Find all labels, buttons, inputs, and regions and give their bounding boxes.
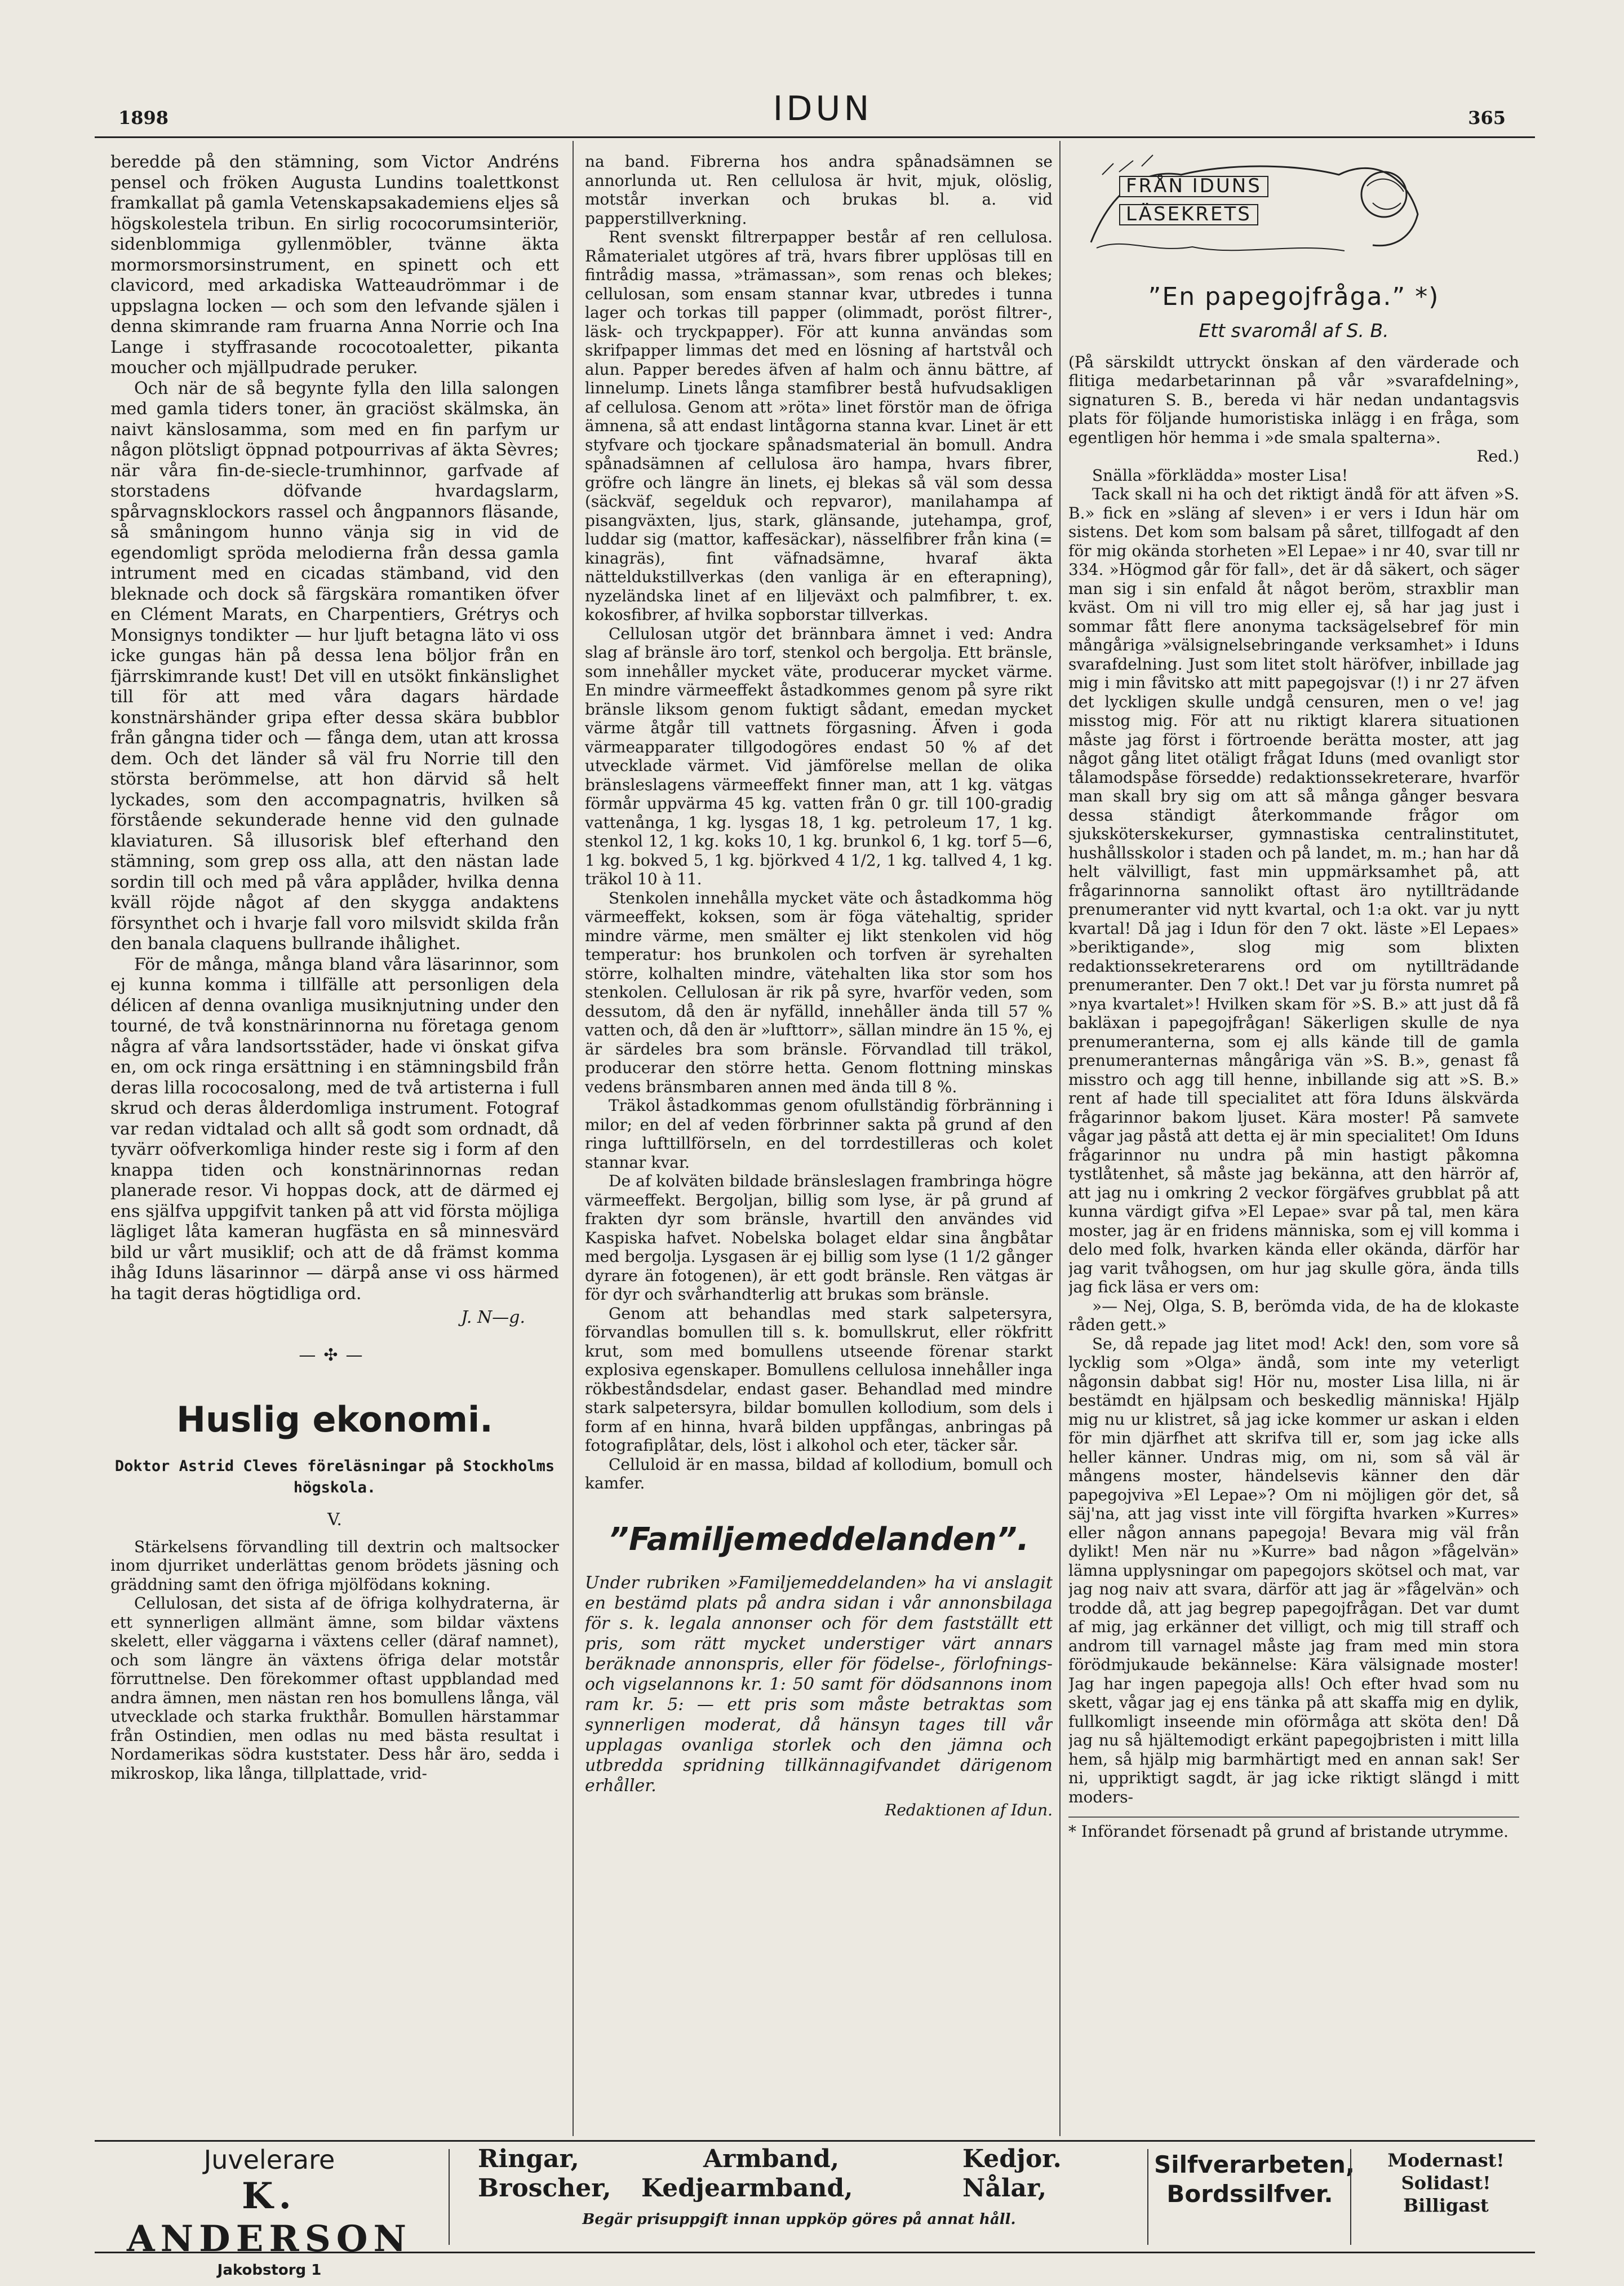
ad-item: Armband, bbox=[703, 2145, 840, 2173]
header-rule bbox=[95, 136, 1535, 138]
section-heading: Huslig ekonomi. bbox=[176, 1399, 493, 1440]
footnote: * Införandet försenadt på grund af bristande utrymme. bbox=[1068, 1817, 1519, 1841]
paragraph: Celluloid är en massa, bildad af kollodium, bomull och kamfer. bbox=[585, 1455, 1053, 1492]
ad-jeweller bbox=[95, 2145, 444, 2279]
banner-line-1: FRÅN IDUNS bbox=[1119, 176, 1268, 197]
lasekrets-banner bbox=[1080, 152, 1429, 265]
column-divider-2 bbox=[1059, 141, 1061, 2136]
ad-item: Ringar, bbox=[478, 2145, 579, 2173]
ad-silver-line-2: Bordssilfver. bbox=[1166, 2180, 1333, 2208]
ad-slogan-3: Billigast bbox=[1403, 2195, 1489, 2216]
verse-quote: »— Nej, Olga, S. B, berömda vida, de ha de klokaste råden gett.» bbox=[1068, 1296, 1519, 1334]
paragraph: Träkol åstadkommas genom ofullständig förbränning i milor; en del af veden förbrinner sakta på grund af den ringa lufttillförseln, en del torrdestilleras och kolet stannar kvar. bbox=[585, 1096, 1053, 1172]
advert-bottom-rule bbox=[95, 2252, 1535, 2253]
notice-text: Under rubriken »Familjemeddelanden» ha vi anslagit en bestämd plats på andra sidan i vår annonsbilaga för s. k. legala annonser och för dem fastställt ett pris, som rätt mycket understiger värt annars beräknade annonspris, eller för födelse-, förlofnings- och vigselannons kr. 1: 50 samt för dödsannons inom ram kr. 5: — ett pris som måste betraktas som synnerligen moderat, då hänsyn tages till vår upplagas ovanliga storlek och den jämna och utbredda spridning tillkännagifvandet därigenom erhåller. bbox=[585, 1572, 1053, 1796]
paragraph: na band. Fibrerna hos andra spånadsämnen se annorlunda ut. Ren cellulosa är hvit, mjuk, olöslig, motstår inverkan och brukas bl. a. vid papperstillverkning. bbox=[585, 152, 1053, 228]
article-title: ”En papegojfråga.” *) bbox=[1148, 282, 1440, 311]
ad-divider bbox=[1147, 2149, 1148, 2245]
paragraph: Se, då repade jag litet mod! Ack! den, som vore så lycklig som »Olga» ändå, som inte my veterligt någonsin dabbat sig! Hör nu, moster Lisa lilla, ni är bestämdt en hjälpsam och beskedlig människa! Hjälp mig nu ur klistret, så jag icke kommer ur askan i elden för min djärfhet att skrifva till er, som jag icke alls heller känner. Undras mig, om ni, som så väl är mångens moster, händelsevis känner den där papegojviva »El Lepae»? Om ni möjligen gör det, så säj'na, att jag visst inte vill förgifta hvarken »Kurres» eller någon annans papegoja! Bevara mig väl från dylikt! Men när nu »Kurre» bad någon »fågelvän» lämna upplysningar om papegojors skötsel och mat, var jag nog naiv att svara, därför att jag är »fågelvän» och trodde då, att jag begrep papegojfrågan. Det var dumt af mig, jag erkänner det villigt, och mig till straff och androm till varnagel måste jag fram med min stora förödmjukaude bekännelse: Kära välsignade moster! Jag har ingen papegoja alls! Och efter hvad som nu skett, vågar jag ej ens tänka på att skaffa mig en dylik, fullkomligt inseende min oförmåga att sköta den! Då jag nu så hjältemodigt erkänt papegojbristen i mitt lilla hem, så hjälp mig barmhärtigt med en annan sak! Ser ni, uppriktigt sagdt, är jag icke riktigt slängd i mitt moders- bbox=[1068, 1334, 1519, 1806]
ad-item: Kedjearmband, bbox=[641, 2174, 853, 2203]
paragraph: beredde på den stämning, som Victor Andréns pensel och fröken Augusta Lundins toalettkonst framkallat på gamla Vetenskapsakademiens eljes så högskolestela tribun. En sirlig rococorumsinteriör, sidenblommiga gyllenmöbler, tvänne äkta mormorsmorsinstrument, en spinett och ett clavicord, med arkadiska Watteaudrömmar i de uppslagna locken — och som den lefvande själen i denna skimrande ram fruarna Anna Norrie och Ina Lange i styffrasande rococotoaletter, pikanta moucher och mjällpudrade peruker. bbox=[110, 152, 559, 378]
advertisement-strip bbox=[95, 2145, 1535, 2279]
ad-item: Nålar, bbox=[962, 2174, 1047, 2203]
section-subheading: Doktor Astrid Cleves föreläsningar på Stockholms högskola. bbox=[114, 1457, 555, 1496]
paragraph: Och när de så begynte fylla den lilla salongen med gamla tiders toner, än graciöst skälmska, än naivt känslosamma, som med en fin parfym ur någon plötsligt öppnad potpourrivas af äkta Sèvres; när våra fin-de-siecle-trumhinnor, garfvade af storstadens döfvande hvardagslarm, spårvagnsklockors rassel och ångpannors fläsande, så småningom hunno vänja sig in vid de egendomligt spröda melodierna från dessa gamla intrument med en cicadas stämband, vid den bleknade och dock så färgskära romantiken öfver en Clément Marats, en Charpentiers, Grétrys och Monsignys tondikter — hur ljuft betagna läto vi oss icke gungas hän på dessa lena böljor från en fjärrskimrande kust! Det vill en utsökt finkänslighet till för att med våra dagars härdade konstnärshänder gripa efter dessa skära bubblor från gångna tider och — fånga dem, utan att krossa dem. Och det länder så väl fru Norrie till den största berömmelse, att hon därvid så helt lyckades, som den accompagnatris, hvilken så förstående sekunderade henne vid den gulnade klaviaturen. Så illusorisk blef efterhand den stämning, som grep oss alla, att den nästan lade sordin till och med på våra applåder, hvilka denna kväll röjde något af den skygga andaktens försynthet och i hvarje fall voro milsvidt skilda från den banala claquens bullrande ihålighet. bbox=[110, 378, 559, 954]
notice-heading: ”Familjemeddelanden”. bbox=[608, 1521, 1030, 1558]
notice-signature: Redaktionen af Idun. bbox=[885, 1800, 1053, 1819]
section-number: V. bbox=[327, 1510, 342, 1530]
ad-jeweller-name: K. ANDERSON bbox=[126, 2175, 412, 2260]
ad-products-row-1 bbox=[455, 2145, 1143, 2174]
paragraph: Genom att behandlas med stark salpetersyra, förvandlas bomullen till s. k. bomullskrut, eller rökfritt krut, som med bomullens utseende förenar starkt explosiva egenskaper. Bomullens cellulosa innehåller inga rökbeståndsdelar, endast gaser. Behandlad med mindre stark salpetersyra, bildar bomullen kollodium, som dels i form af en hinna, hvarå bilden uppfångas, anbringas på fotografiplåtar, dels, löst i alkohol och eter, täcker sår. bbox=[585, 1304, 1053, 1455]
ornament-divider: —✣— bbox=[299, 1345, 371, 1365]
ad-slogan-2: Solidast! bbox=[1401, 2172, 1491, 2194]
article-signature: J. N—g. bbox=[461, 1308, 525, 1327]
paragraph: Snälla »förklädda» moster Lisa! bbox=[1092, 466, 1348, 485]
ad-products bbox=[455, 2145, 1143, 2249]
advert-top-rule bbox=[95, 2140, 1535, 2142]
paragraph: Cellulosan, det sista af de öfriga kolhydraterna, är ett synnerligen allmänt ämne, som bildar växtens skelett, eller väggarna i växtens celler (däraf namnet), och som längre än växtens öfriga delar motstår förruttnelse. Den förekommer oftast uppblandad med andra ämnen, men nästan ren hos bomullens långa, väl utvecklade och starka frukthår. Bomullen härstammar från Ostindien, men odlas nu med bästa resultat i Nordamerikas södra kuststater. Dess hår äro, sedda i mikroskop, lika långa, tillplattade, vrid- bbox=[110, 1594, 559, 1783]
column-2 bbox=[585, 152, 1053, 2136]
paragraph: Cellulosan utgör det brännbara ämnet i ved: Andra slag af bränsle äro torf, stenkol och bergolja. Ett bränsle, som innehåller mycket väte, producerar mycket värme. En mindre värmeeffekt åstadkommes genom på syre rikt bränsle liksom genom fuktigt sådant, emedan mycket värme åtgår till vattnets förgasning. Äfven i goda värmeapparater tillgodogöres endast 50 % af det utvecklade värmet. Vid jämförelse mellan de olika bränsleslagens värmeeffekt finner man, att 1 kg. vätgas förmår uppvärma 45 kg. vatten från 0 gr. till 100-gradig vattenånga, 1 kg. lysgas 18, 1 kg. petroleum 17, 1 kg. stenkol 12, 1 kg. koks 10, 1 kg. brunkol 6, 1 kg. torf 5—6, 1 kg. bokved 5, 1 kg. björkved 4 1/2, 1 kg. tallved 4, 1 kg. träkol 10 à 11. bbox=[585, 624, 1053, 888]
paragraph: Stärkelsens förvandling till dextrin och maltsocker inom djurriket underlättas genom brödets jäsning och gräddning samt den öfriga mjölfödans kokning. bbox=[110, 1537, 559, 1594]
editor-signature: Red.) bbox=[1476, 447, 1519, 466]
editor-intro: (På särskildt uttryckt önskan af den värderade och flitiga medarbetarinnan på vår »svarafdelning», signaturen S. B., bereda vi här nedan undantagsvis plats för följande humoristiska inlägg i en fråga, som egentligen hör hemma i »de smala spalterna». bbox=[1068, 352, 1519, 447]
ad-products-row-2 bbox=[455, 2174, 1143, 2203]
ad-silver bbox=[1154, 2145, 1355, 2254]
paragraph: Tack skall ni ha och det riktigt ändå för att äfven »S. B.» fick en »släng af sleven» i er vers i Idun här om sistens. Det kom som balsam på såret, tillfogadt af den för mig okända storheten »El Lepae» i nr 40, svar till nr 334. »Högmod går för fall», det är då säkert, och säger man sig i sin enfald åt något beröm, straxblir man kväst. Om ni vill tro mig eller ej, så har jag just i sommar fått flere anonyma tacksägelsebref för min mångåriga »välsignelsebringande verksamhet» i Iduns svarafdelning. Just som litet stolt häröfver, inbillade jag mig i min fåvitsko att mitt papegojsvar (!) i nr 27 äfven det lyckligen skulle undgå censuren, men o ve! jag misstog mig. För att nu riktigt klarera situationen måste jag först i förtroende berätta moster, att jag något gång litet otäligt frågat Iduns (med ovanligt stor tålamodspåse försedde) redaktionssekreterare, hvarför man skall bry sig om att så många gånger besvara dessa ständigt återkommande frågor om sjuksköterskekurser, gymnastiska centralinstitutet, hushållsskolor i staden och på landet, m. m.; han har då helt välvilligt, fast min uppmärksamhet på, att frågarinnorna sannolikt oftast äro nytillträdande prenumeranter vid nytt kvartal, och 1:a okt. var ju nytt kvartal! Då jag i Idun för den 7 okt. läste »El Lepaes» »beriktigande», slog mig som blixten redaktionssekreterarens ord om nytillträdande prenumeranter. Den 7 okt.! Det var ju första numret på »nya kvartalet»! Hvilken skam för »S. B.» att just då få bakläxan i papegojfrågan! Säkerligen skulle de nya prenumeranterna, som ej alls kände till de gamla prenumeranternas mångåriga vän »S. B.», genast få misstro och agg till henne, inbillande sig att »S. B.» rent af hade till specialitet att föra Iduns älskvärda frågarinnor bakom ljuset. Kära moster! På samvete vågar jag påstå att detta ej är min specialitet! Om Iduns frågarinnor nu undra på min hastigt påkomna tystlåtenhet, så måste jag bekänna, att den härrör af, att jag nu i omkring 2 veckor förgäfves grubblat på att kunna värdigt gifva »El Lepae» svar på tal, men kära moster, jag är en fridens människa, som ej vill komma i delo med folk, hvarken kända eller okända, därför har jag varit tvåhogsen, om hur jag skulle göra, ända tills jag fick läsa er vers om: bbox=[1068, 485, 1519, 1296]
ad-jeweller-address: Jakobstorg 1 bbox=[217, 2262, 322, 2279]
ad-slogan-1: Modernast! bbox=[1387, 2150, 1505, 2171]
masthead-title: IDUN bbox=[773, 89, 873, 129]
column-divider-1 bbox=[573, 141, 574, 2136]
page-number: 365 bbox=[1468, 107, 1506, 129]
article-subtitle: Ett svaromål af S. B. bbox=[1199, 320, 1389, 342]
ad-products-note: Begär prisuppgift innan uppköp göres på annat håll. bbox=[582, 2211, 1016, 2228]
paragraph: De af kolväten bildade bränsleslagen frambringa högre värmeeffekt. Bergoljan, billig som lyse, är på grund af frakten dyr som bränsle, hvartill den användes vid Kaspiska hafvet. Nobelska bolaget eldar sina ångbåtar med bergolja. Lysgasen är ej billig som lyse (1 1/2 gånger dyrare än fotogenen), är ett godt bränsle. Ren vätgas är för dyr och svårhandterlig att brukas som bränsle. bbox=[585, 1172, 1053, 1304]
ad-slogans bbox=[1357, 2145, 1535, 2253]
paragraph: Stenkolen innehålla mycket väte och åstadkomma hög värmeeffekt, koksen, som är föga vätehaltig, sprider mindre värme, men smälter ej likt stenkolen vid hög temperatur: hos brunkolen och torfven är syrehalten större, kolhalten mindre, vätehalten lika stor som hos stenkolen. Cellulosan är rik på syre, hvarför veden, som dessutom, då den är nyfälld, innehåller ända till 57 % vatten och, då den är »lufttorr», sällan mindre än 15 %, ej är särdeles bra som bränsle. Förvandlad till träkol, producerar den större hetta. Genom flottning minskas vedens bränsmbaren annen med ända till 8 %. bbox=[585, 888, 1053, 1096]
ad-item: Broscher, bbox=[478, 2174, 611, 2203]
ad-divider bbox=[449, 2149, 450, 2245]
column-1 bbox=[110, 152, 559, 2136]
ad-jeweller-title: Juvelerare bbox=[203, 2145, 335, 2175]
header-year: 1898 bbox=[118, 107, 169, 129]
column-3 bbox=[1068, 152, 1519, 2136]
ad-item: Kedjor. bbox=[962, 2145, 1062, 2173]
paragraph: Rent svenskt filtrerpapper består af ren cellulosa. Råmaterialet utgöres af trä, hvars fibrer upplösas till en fintrådig massa, »trämassan», som renas och blekes; cellulosan, som ensam stannar kvar, utbredes i tunna lager och torkas till papper (olimmadt, poröst filtrer-, läsk- och tryckpapper). För att kunna användas som skrifpapper limmas det med en lösning af hartstvål och alun. Papper beredes äfven af halm och ännu bättre, af linnelump. Linets långa stamfibrer bestå hufvudsakligen af cellulosa. Genom att »röta» linet förstör man de öfriga ämnena, så att endast lintågorna stanna kvar. Linet är ett styfvare och tjockare spånadsmaterial än bomull. Andra spånadsämnen af cellulosa äro hampa, hvars fibrer, gröfre och längre än linets, ej blekas så väl som dessa (säckväf, segelduk och repvaror), manilahampa af pisangväxten, ljus, stark, glänsande, jutehampa, grof, luddar sig (mattor, kaffesäckar), nässelfibrer från kina (= kinagräs), fint väfnadsämne, hvaraf äkta nätteldukstillverkas (den vanliga är en efterapning), nyzeländska linet af en liljeväxt och palmfibrer, t. ex. kokosfibrer, af hvilka sopborstar tillverkas. bbox=[585, 228, 1053, 624]
ad-silver-line-1: Silfverarbeten, bbox=[1154, 2151, 1355, 2178]
banner-line-2: LÄSEKRETS bbox=[1119, 204, 1258, 225]
paragraph: För de många, många bland våra läsarinnor, som ej kunna komma i tillfälle att personligen dela délicen af denna ovanliga musiknjutning under den tourné, de två konstnärinnorna nu företaga genom några af våra landsortsstäder, hade vi önskat gifva en, om ock ringa ersättning i en stämningsbild från deras lilla rococosalong, med de två artisterna i full skrud och deras ålderdomliga instrument. Fotograf var redan vidtalad och allt så godt som ordnadt, då tyvärr oöfverkomliga hinder reste sig i form af den knappa tiden och konstnärinnornas redan planerade resor. Vi hoppas dock, att de därmed ej ens själfva uppgifvit tanken på att vid första möjliga lägliget låta kameran hugfästa en så minnesvärd bild ur vårt musiklif; och att de då främst komma ihåg Iduns läsarinnor — därpå anse vi oss härmed ha tagit deras högtidliga ord. bbox=[110, 954, 559, 1304]
ad-divider bbox=[1350, 2149, 1351, 2245]
